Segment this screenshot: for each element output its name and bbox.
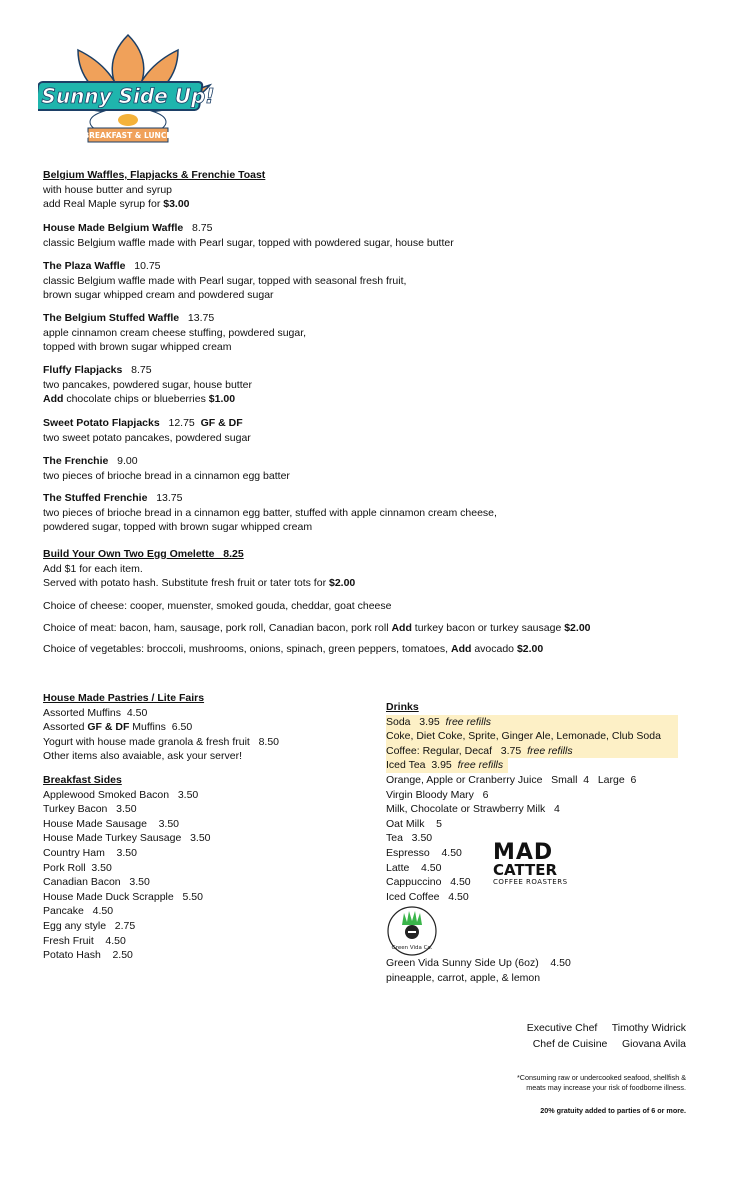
- omelette-meat-add: Add: [391, 622, 412, 634]
- mad-catter-line1: MAD: [493, 840, 554, 865]
- menu-item: [43, 311, 306, 355]
- item-desc: classic Belgium waffle made with Pearl sugar, topped with seasonal fresh fruit,: [43, 274, 407, 287]
- side-item: Pancake 4.50: [43, 905, 114, 918]
- side-item: Turkey Bacon 3.50: [43, 803, 137, 816]
- item-add-text: chocolate chips or blueberries: [63, 393, 209, 406]
- green-vida-text: Green Vida Co.: [391, 945, 433, 951]
- side-item: Applewood Smoked Bacon 3.50: [43, 788, 199, 801]
- omelette-meat-price: $2.00: [564, 622, 591, 634]
- side-item: Potato Hash 2.50: [43, 949, 133, 962]
- drink-soda-refill: free refills: [445, 715, 492, 728]
- item-price: 8.75: [191, 222, 213, 234]
- drink-item: Cappuccino 4.50: [386, 876, 471, 889]
- mad-catter-logo: [493, 840, 568, 893]
- pastries-muffins: Assorted Muffins 4.50: [43, 706, 148, 719]
- drink-soda: [386, 715, 678, 730]
- side-item: Fresh Fruit 4.50: [43, 934, 126, 947]
- sides-title: Breakfast Sides: [43, 774, 122, 786]
- omelette-veg-text: Choice of vegetables: broccoli, mushrooms, onions, spinach, green peppers, tomatoes,: [43, 643, 451, 655]
- item-price: 13.75: [187, 312, 215, 324]
- side-item: Pork Roll 3.50: [43, 861, 112, 874]
- executive-chef: Executive Chef Timothy Widrick: [526, 1022, 686, 1034]
- item-price: 10.75: [134, 260, 161, 272]
- drink-iced-tea: [386, 758, 508, 773]
- drink-item: Espresso 4.50: [386, 846, 462, 859]
- side-item: House Made Turkey Sausage 3.50: [43, 832, 211, 845]
- drink-coffee-text: Coffee: Regular, Decaf 3.75: [386, 744, 528, 757]
- pastries-gf-prefix: Assorted: [43, 721, 88, 734]
- omelette-veg-add: Add: [450, 643, 472, 655]
- omelette-veg: [43, 642, 543, 657]
- drink-coffee-refill: free refills: [527, 744, 573, 757]
- omelette-veg-add-text: avocado: [471, 643, 517, 655]
- green-vida-item: [386, 956, 571, 985]
- mad-catter-line2: CATTER: [493, 861, 558, 879]
- drink-item: Oat Milk 5: [386, 817, 443, 830]
- side-item: Country Ham 3.50: [43, 846, 137, 859]
- omelette-line2-text: Served with potato hash. Substitute fresh fruit or tater tots for: [43, 577, 329, 590]
- sides-section: [43, 773, 211, 963]
- item-desc: two sweet potato pancakes, powdered sugar: [43, 431, 251, 444]
- chef-credits: [527, 1021, 686, 1052]
- item-name: The Belgium Stuffed Waffle: [43, 312, 180, 324]
- menu-item: [43, 416, 251, 445]
- omelette-meat-add-text: turkey bacon or turkey sausage: [411, 622, 565, 634]
- drink-item: Milk, Chocolate or Strawberry Milk 4: [386, 803, 560, 816]
- omelette-line2-price: $2.00: [328, 577, 356, 590]
- logo-graphic: [38, 30, 218, 148]
- logo-name: Sunny Side Up!: [41, 84, 215, 108]
- item-add-word: Add: [43, 393, 64, 406]
- drink-item: Orange, Apple or Cranberry Juice Small 4 Large 6: [386, 773, 637, 786]
- side-item: Egg any style 2.75: [43, 919, 136, 932]
- mad-catter-line3: COFFEE ROASTERS: [493, 878, 568, 886]
- drink-item: Virgin Bloody Mary 6: [386, 788, 489, 801]
- waffles-section: [43, 168, 265, 212]
- waffles-add-text: add Real Maple syrup for: [43, 198, 164, 211]
- warning-line1: *Consuming raw or undercooked seafood, shellfish &: [516, 1073, 686, 1082]
- item-name: Sweet Potato Flapjacks: [43, 417, 160, 429]
- green-vida-name: Green Vida Sunny Side Up (6oz) 4.50: [386, 957, 571, 969]
- drink-soda-text: Soda 3.95: [386, 715, 446, 728]
- side-item: House Made Duck Scrapple 5.50: [43, 890, 203, 903]
- item-desc: powdered sugar, topped with brown sugar whipped cream: [43, 521, 313, 534]
- side-item: House Made Sausage 3.50: [43, 817, 180, 830]
- pastries-yogurt: Yogurt with house made granola & fresh fruit 8.50: [43, 735, 280, 748]
- menu-item: [43, 363, 252, 407]
- waffles-add-line: [43, 197, 265, 212]
- item-add-price: $1.00: [208, 393, 236, 406]
- waffles-desc: with house butter and syrup: [43, 183, 172, 196]
- item-desc: two pieces of brioche bread in a cinnamon egg batter, stuffed with apple cinnamon cream cheese,: [43, 506, 497, 519]
- item-price: 8.75: [131, 364, 152, 376]
- chef-de-cuisine: Chef de Cuisine Giovana Avila: [532, 1037, 686, 1050]
- menu-item: [43, 221, 454, 250]
- item-tag: GF & DF: [200, 417, 243, 429]
- menu-item: [43, 454, 290, 483]
- drink-tea-refill: free refills: [457, 759, 504, 772]
- waffles-add-price: $3.00: [163, 198, 190, 211]
- pastries-section: [43, 691, 279, 764]
- item-add-line: [43, 392, 252, 407]
- drink-item: Iced Coffee 4.50: [386, 890, 469, 903]
- item-name: The Stuffed Frenchie: [43, 492, 148, 504]
- omelette-line1: Add $1 for each item.: [43, 562, 143, 575]
- item-desc: two pancakes, powdered sugar, house butter: [43, 378, 252, 391]
- food-warning: [517, 1073, 686, 1093]
- pastries-gf-bold: GF & DF: [87, 721, 130, 734]
- item-desc: two pieces of brioche bread in a cinnamon egg batter: [43, 469, 290, 482]
- drink-tea-text: Iced Tea 3.95: [386, 759, 458, 772]
- pastries-other: Other items also avaiable, ask your server!: [43, 750, 242, 763]
- green-vida-desc: pineapple, carrot, apple, & lemon: [386, 971, 541, 984]
- item-name: House Made Belgium Waffle: [43, 222, 184, 234]
- drink-item: Latte 4.50: [386, 861, 442, 874]
- item-name: The Plaza Waffle: [43, 260, 126, 272]
- pastries-title: House Made Pastries / Lite Fairs: [43, 692, 205, 704]
- omelette-cheese: Choice of cheese: cooper, muenster, smoked gouda, cheddar, goat cheese: [43, 600, 392, 612]
- waffles-title: Belgium Waffles, Flapjacks & Frenchie Toast: [43, 169, 266, 181]
- drink-soda-list: Coke, Diet Coke, Sprite, Ginger Ale, Lemonade, Club Soda: [386, 729, 678, 744]
- item-desc: brown sugar whipped cream and powdered sugar: [43, 289, 274, 302]
- drink-item: Tea 3.50: [386, 832, 433, 845]
- side-item: Canadian Bacon 3.50: [43, 876, 150, 889]
- drink-coffee: [386, 744, 678, 759]
- item-price: 13.75: [156, 492, 183, 504]
- item-desc: topped with brown sugar whipped cream: [43, 341, 232, 354]
- item-price: 12.75: [168, 417, 195, 429]
- green-vida-icon: [386, 905, 438, 957]
- warning-line2: meats may increase your risk of foodborne illness.: [526, 1083, 686, 1092]
- item-desc: classic Belgium waffle made with Pearl sugar, topped with powdered sugar, house butter: [43, 236, 454, 249]
- item-name: The Frenchie: [43, 455, 109, 467]
- logo-tagline: BREAKFAST & LUNCH: [83, 131, 173, 140]
- item-desc: apple cinnamon cream cheese stuffing, powdered sugar,: [43, 326, 307, 339]
- drinks-title: Drinks: [386, 701, 419, 713]
- omelette-meat-text: Choice of meat: bacon, ham, sausage, pork roll, Canadian bacon, pork roll: [43, 622, 392, 634]
- menu-item: [43, 491, 497, 535]
- item-name: Fluffy Flapjacks: [43, 364, 123, 376]
- pastries-gf-suffix: Muffins 6.50: [129, 721, 193, 734]
- omelette-section: [43, 547, 355, 591]
- omelette-meat: [43, 621, 591, 636]
- gratuity-note: 20% gratuity added to parties of 6 or more.: [540, 1106, 686, 1115]
- green-vida-logo: [386, 905, 438, 957]
- sunny-side-up-logo: [38, 30, 218, 148]
- omelette-title: Build Your Own Two Egg Omelette 8.25: [43, 548, 244, 560]
- item-price: 9.00: [117, 455, 138, 467]
- menu-item: [43, 259, 406, 303]
- omelette-veg-price: $2.00: [516, 643, 544, 655]
- omelette-line2: [43, 576, 355, 591]
- pastries-gf-muffins: [43, 720, 279, 735]
